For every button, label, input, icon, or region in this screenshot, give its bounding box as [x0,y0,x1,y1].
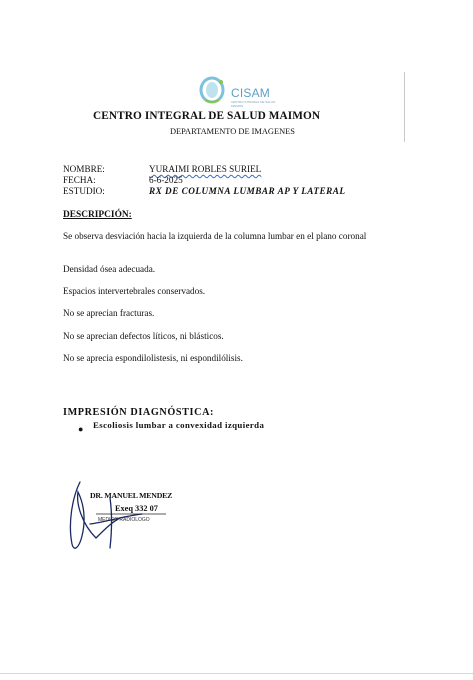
finding-paragraph: Se observa desviación hacia la izquierda de la columna lumbar en el plano coronal [63,231,367,241]
finding-paragraph: No se aprecia espondilolistesis, ni espondilólisis. [63,353,243,363]
finding-paragraph: No se aprecian defectos líticos, ni blásticos. [63,331,224,341]
patient-name: YURAIMI ROBLES SURIEL [149,164,262,174]
exam-date: 6-6-2025 [149,175,183,185]
description-heading: DESCRIPCIÓN: [63,210,132,220]
diagnosis-heading: IMPRESIÓN DIAGNÓSTICA: [63,407,215,418]
finding-paragraph: Espacios intervertebrales conservados. [63,286,206,296]
cisam-logo [195,76,280,106]
margin-divider [404,72,405,142]
finding-paragraph: No se aprecian fracturas. [63,308,155,318]
doctor-exequatur: Exeq 332 07 [115,504,158,513]
logo-text: CISAM [231,86,271,100]
department-subtitle: DEPARTAMENTO DE IMAGENES [170,127,295,136]
institution-title: CENTRO INTEGRAL DE SALUD MAIMON [93,110,321,122]
date-label: FECHA: [63,175,96,185]
diagnosis-item: Escoliosis lumbar a convexidad izquierda [93,420,265,430]
study-label: ESTUDIO: [63,186,105,196]
name-label: NOMBRE: [63,164,105,174]
finding-paragraph: Densidad ósea adecuada. [63,264,156,274]
logo-tagline: CENTRO INTEGRAL DE SALUD MAIMON [231,100,276,108]
study-name: RX DE COLUMNA LUMBAR AP Y LATERAL [149,186,346,196]
bullet-icon: ● [78,424,84,434]
doctor-name: DR. MANUEL MENDEZ [90,491,173,500]
doctor-role: MEDICO RADIOLOGO [98,517,150,523]
page-bottom-border [0,673,473,674]
